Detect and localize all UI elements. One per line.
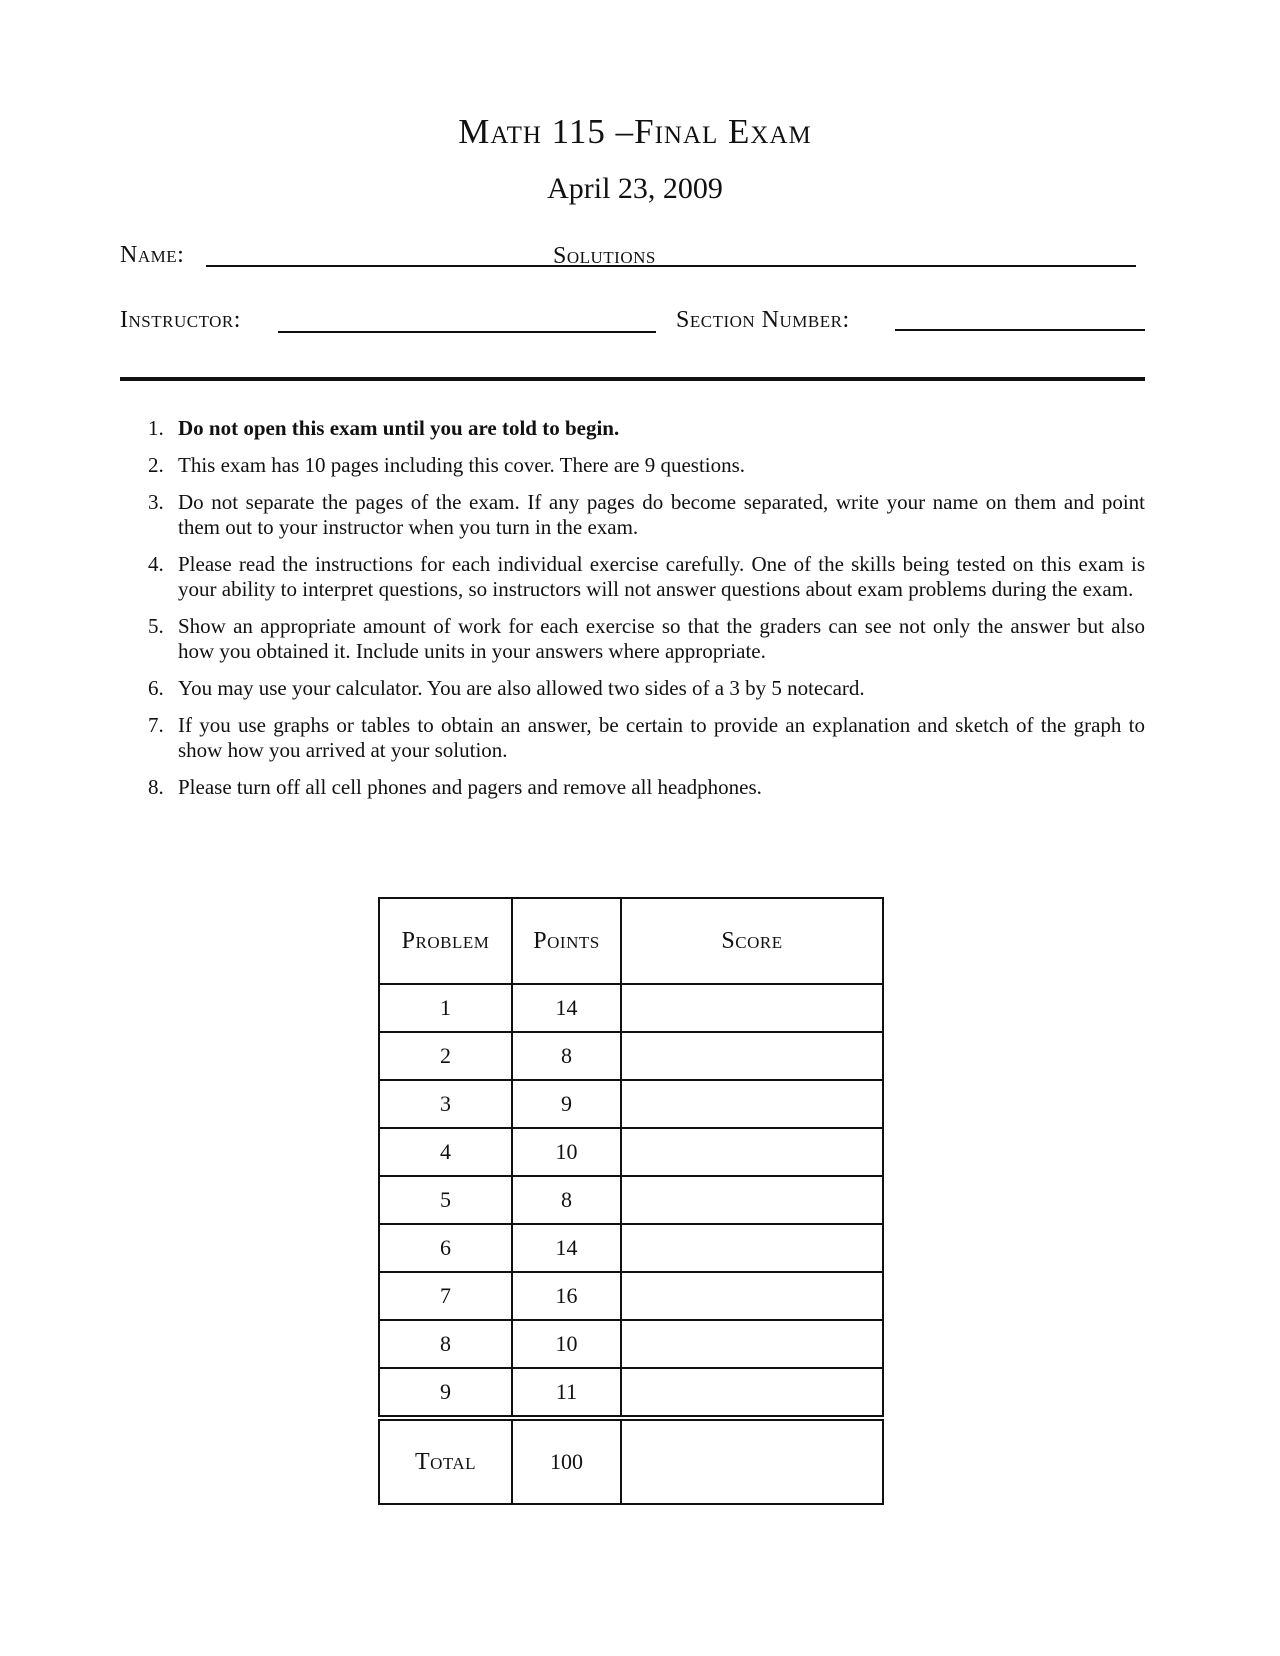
points-cell: 8 bbox=[512, 1032, 621, 1080]
total-score-cell[interactable] bbox=[621, 1418, 883, 1504]
points-cell: 16 bbox=[512, 1272, 621, 1320]
instruction-item: 3. Do not separate the pages of the exam. If any pages do become separated, write your name on them and point them out to your instructor when you turn in the exam. bbox=[148, 490, 1145, 539]
problem-cell: 9 bbox=[379, 1368, 512, 1418]
points-cell: 11 bbox=[512, 1368, 621, 1418]
total-row bbox=[379, 1418, 883, 1504]
instructions-list bbox=[120, 416, 1145, 812]
problem-cell: 2 bbox=[379, 1032, 512, 1080]
table-row bbox=[379, 1368, 883, 1418]
instruction-item: 4. Please read the instructions for each individual exercise carefully. One of the skills being tested on this exam is your ability to interpret questions, so instructors will not answer questions about exam problems during the exam. bbox=[148, 552, 1145, 601]
section-number-label: Section Number: bbox=[676, 307, 850, 333]
table-row bbox=[379, 1320, 883, 1368]
score-table-header bbox=[379, 898, 883, 984]
name-field[interactable] bbox=[206, 265, 1136, 267]
points-cell: 9 bbox=[512, 1080, 621, 1128]
problem-cell: 5 bbox=[379, 1176, 512, 1224]
instruction-item: 1. Do not open this exam until you are told to begin. bbox=[148, 416, 620, 440]
exam-title: Math 115 –Final Exam bbox=[458, 112, 812, 151]
score-cell[interactable] bbox=[621, 1368, 883, 1418]
points-cell: 10 bbox=[512, 1128, 621, 1176]
table-row bbox=[379, 1176, 883, 1224]
problem-cell: 6 bbox=[379, 1224, 512, 1272]
instruction-item: 5. Show an appropriate amount of work for each exercise so that the graders can see not only the answer but also how you obtained it. Include units in your answers where appropriate. bbox=[148, 614, 1145, 663]
score-cell[interactable] bbox=[621, 1032, 883, 1080]
score-cell[interactable] bbox=[621, 1320, 883, 1368]
score-cell[interactable] bbox=[621, 1176, 883, 1224]
section-number-field[interactable] bbox=[895, 329, 1145, 331]
points-cell: 14 bbox=[512, 1224, 621, 1272]
instructor-field[interactable] bbox=[278, 331, 656, 333]
instruction-item: 2. This exam has 10 pages including this cover. There are 9 questions. bbox=[148, 453, 746, 477]
score-cell[interactable] bbox=[621, 1128, 883, 1176]
score-cell[interactable] bbox=[621, 984, 883, 1032]
table-row bbox=[379, 1272, 883, 1320]
instruction-item: 7. If you use graphs or tables to obtain an answer, be certain to provide an explanation and sketch of the graph to show how you arrived at your solution. bbox=[148, 713, 1145, 762]
total-points: 100 bbox=[512, 1418, 621, 1504]
problem-cell: 4 bbox=[379, 1128, 512, 1176]
instructor-label: Instructor: bbox=[120, 307, 241, 333]
table-row bbox=[379, 984, 883, 1032]
points-cell: 10 bbox=[512, 1320, 621, 1368]
problem-cell: 3 bbox=[379, 1080, 512, 1128]
name-value: Solutions bbox=[553, 243, 656, 269]
table-row bbox=[379, 1032, 883, 1080]
score-cell[interactable] bbox=[621, 1224, 883, 1272]
total-label: Total bbox=[379, 1418, 512, 1504]
table-row bbox=[379, 1224, 883, 1272]
instruction-item: 6. You may use your calculator. You are also allowed two sides of a 3 by 5 notecard. bbox=[148, 676, 865, 700]
column-header-score: Score bbox=[621, 898, 883, 984]
instruction-item: 8. Please turn off all cell phones and pagers and remove all headphones. bbox=[148, 775, 762, 799]
points-cell: 8 bbox=[512, 1176, 621, 1224]
score-cell[interactable] bbox=[621, 1272, 883, 1320]
points-cell: 14 bbox=[512, 984, 621, 1032]
score-cell[interactable] bbox=[621, 1080, 883, 1128]
table-row bbox=[379, 1128, 883, 1176]
problem-cell: 8 bbox=[379, 1320, 512, 1368]
score-table bbox=[378, 897, 884, 1505]
header-divider bbox=[120, 377, 1145, 381]
table-row bbox=[379, 1080, 883, 1128]
problem-cell: 7 bbox=[379, 1272, 512, 1320]
column-header-points: Points bbox=[512, 898, 621, 984]
name-label: Name: bbox=[120, 242, 185, 268]
column-header-problem: Problem bbox=[379, 898, 512, 984]
exam-date: April 23, 2009 bbox=[547, 172, 723, 205]
problem-cell: 1 bbox=[379, 984, 512, 1032]
